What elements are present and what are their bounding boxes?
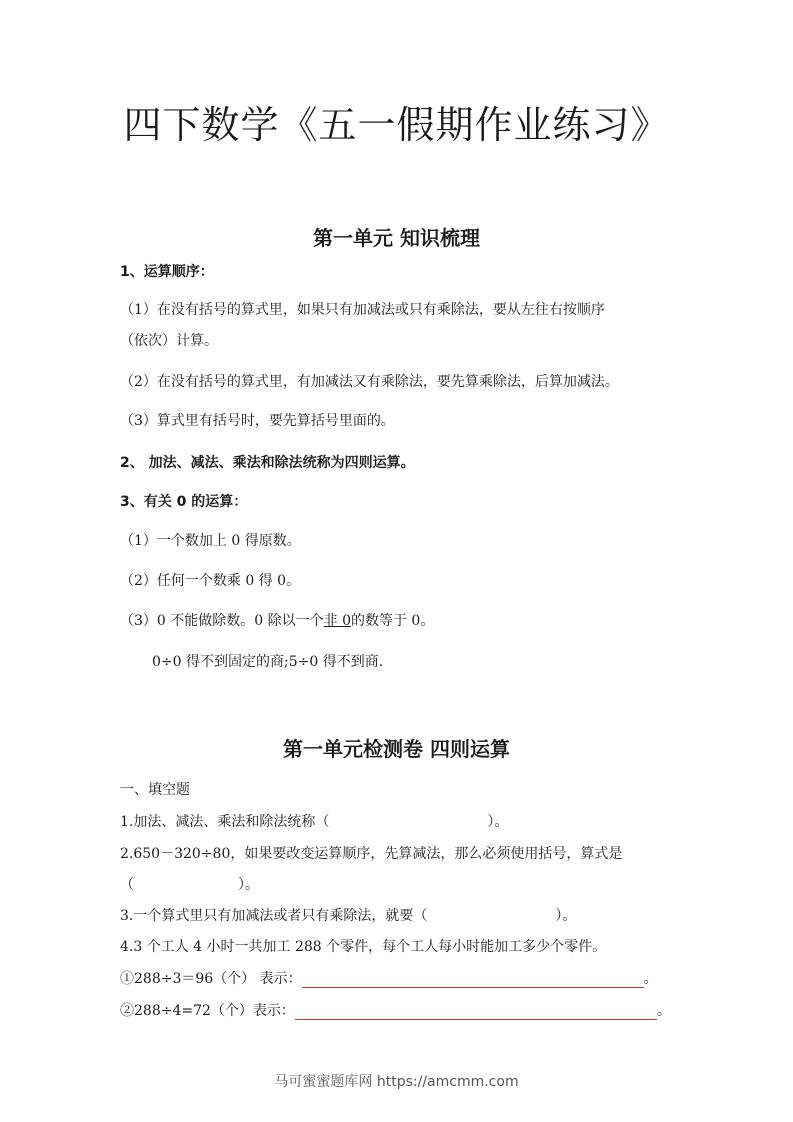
question-4: 4.3 个工人 4 小时一共加工 288 个零件，每个工人每小时能加工多少个零件。 (120, 939, 607, 955)
question-4-1-period: 。 (643, 971, 658, 987)
question-3 (120, 905, 576, 925)
point-3-3 (120, 610, 434, 630)
question-2-pre: （ (120, 877, 134, 893)
point-3-2: （2）任何一个数乘 0 得 0。 (120, 573, 301, 589)
section-heading-test: 第一单元检测卷 四则运算 (283, 737, 510, 761)
point-3-3-underlined: 非 0 (323, 613, 351, 629)
question-1 (120, 811, 508, 831)
question-3-pre: 3.一个算式里只有加减法或者只有乘除法，就要（ (120, 908, 428, 924)
page-title: 四下数学《五一假期作业练习》 (123, 103, 670, 147)
question-4-2-text: ②288÷4=72（个）表示： (120, 1003, 295, 1019)
point-1-1-line-a: （1）在没有括号的算式里，如果只有加减法或只有乘除法，要从左往右按顺序 (120, 302, 605, 318)
question-1-post: ）。 (487, 814, 509, 830)
point-1-heading: 1、运算顺序： (120, 264, 214, 280)
point-3-3-pre: （3）0 不能做除数。0 除以一个 (120, 613, 324, 629)
point-1-3: （3）算式里有括号时，要先算括号里面的。 (120, 413, 395, 429)
question-4-1-answer-line[interactable] (302, 973, 644, 988)
point-1-1-line-b: （依次）计算。 (120, 333, 218, 349)
point-3-1: （1）一个数加上 0 得原数。 (120, 533, 301, 549)
question-2-line-b (120, 874, 259, 894)
question-4-1 (120, 968, 658, 988)
question-4-2-period: 。 (656, 1003, 671, 1019)
question-4-1-text: ①288÷3＝96（个） 表示： (120, 971, 302, 987)
footer-watermark: 马可蜜蜜题库网 https://amcmm.com (274, 1074, 519, 1090)
question-4-2 (120, 1000, 671, 1020)
section-heading-knowledge: 第一单元 知识梳理 (313, 226, 480, 250)
point-3-4: 0÷0 得不到固定的商;5÷0 得不到商. (152, 654, 384, 670)
point-2: 2、 加法、减法、乘法和除法统称为四则运算。 (120, 455, 415, 471)
question-3-post: ）。 (555, 908, 577, 924)
question-2-line-a: 2.650－320÷80，如果要改变运算顺序，先算减法，那么必须使用括号，算式是 (120, 846, 623, 862)
point-1-2: （2）在没有括号的算式里，有加减法又有乘除法，要先算乘除法，后算加减法。 (120, 374, 619, 390)
question-2-post: ）。 (238, 877, 259, 893)
question-1-pre: 1.加法、减法、乘法和除法统称（ (120, 814, 330, 830)
point-3-heading: 3、有关 0 的运算： (120, 494, 248, 510)
point-3-3-post: 的数等于 0。 (350, 613, 435, 629)
part-heading-fill-blank: 一、填空题 (120, 782, 190, 798)
question-4-2-answer-line[interactable] (295, 1005, 657, 1020)
